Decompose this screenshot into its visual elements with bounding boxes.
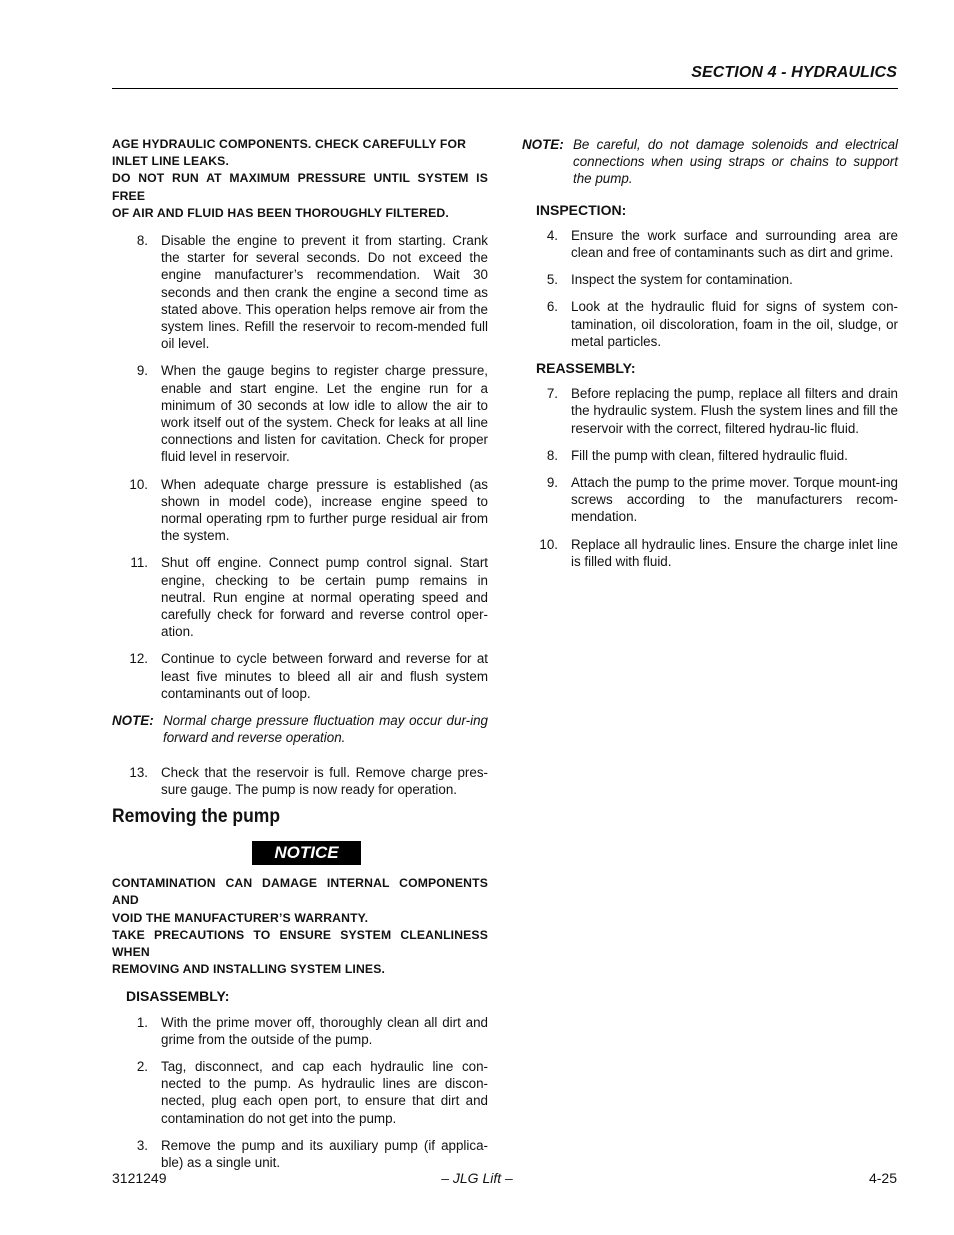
step-item	[112, 1014, 488, 1048]
step-number: 3.	[136, 1137, 148, 1153]
caution-line: INLET LINE LEAKS.	[112, 154, 229, 169]
step-number: 11.	[130, 555, 148, 571]
notice-line: VOID THE MANUFACTURER’S WARRANTY.	[112, 910, 369, 925]
right-column	[522, 136, 898, 580]
note	[522, 136, 898, 188]
notice-badge: NOTICE	[252, 841, 360, 865]
step-number: 5.	[546, 272, 558, 288]
step-number: 12.	[129, 651, 148, 667]
step-item	[522, 474, 898, 526]
step-text: Tag, disconnect, and cap each hydraulic line con-nected to the pump. As hydraulic lines are discon-nected, plug each open port, to ensure that dirt and contamination do not get into the pump.	[161, 1058, 488, 1126]
step-number: 9.	[136, 363, 148, 379]
step-number: 8.	[136, 233, 148, 249]
step-item	[112, 232, 488, 352]
step-text: Inspect the system for contamination.	[571, 272, 793, 288]
note-label: NOTE:	[112, 713, 154, 729]
step-item	[112, 1058, 488, 1127]
step-item	[112, 362, 488, 465]
step-text: Look at the hydraulic fluid for signs of system con-tamination, oil discoloration, foam in the oil, sludge, or metal particles.	[571, 299, 898, 349]
caution-line: DO NOT RUN AT MAXIMUM PRESSURE UNTIL SYSTEM IS FREE	[112, 171, 488, 203]
step-text: Shut off engine. Connect pump control signal. Start engine, checking to be certain pump remains in neutral. Run engine at normal operating speed and carefully check for forward and reverse control oper-ation.	[161, 555, 488, 640]
step-number: 6.	[546, 299, 558, 315]
step-item	[522, 385, 898, 437]
notice-line: REMOVING AND INSTALLING SYSTEM LINES.	[112, 962, 386, 977]
step-item	[112, 554, 488, 640]
step-text: Disable the engine to prevent it from starting. Crank the starter for several seconds. Do not exceed the engine manufacturer’s recommendation. Wait 30 seconds and then crank the engine a second time as stated above. This operation helps remove air from the system lines. Refill the reservoir to recom-mended full oil level.	[161, 233, 488, 352]
step-number: 2.	[136, 1058, 148, 1074]
note-label: NOTE:	[522, 137, 564, 152]
step-number: 8.	[546, 447, 558, 463]
note-text: Be careful, do not damage solenoids and electrical connections when using straps or chains to support the pump.	[573, 137, 898, 187]
note	[112, 712, 488, 746]
step-text: When adequate charge pressure is established (as shown in model code), increase engine speed to normal operating rpm to further purge residual air from the system.	[161, 476, 488, 544]
step-item	[112, 1137, 488, 1171]
step-text: Ensure the work surface and surrounding area are clean and free of contaminants such as dirt and grime.	[571, 227, 898, 261]
step-item	[112, 764, 488, 798]
notice-banner	[112, 841, 488, 865]
step-text: Remove the pump and its auxiliary pump (if applica-ble) as a single unit.	[161, 1137, 488, 1170]
step-text: Fill the pump with clean, filtered hydraulic fluid.	[571, 447, 848, 463]
section-title: SECTION 4 - HYDRAULICS	[691, 64, 897, 81]
step-text: With the prime mover off, thoroughly clean all dirt and grime from the outside of the pump.	[161, 1014, 488, 1047]
step-text: When the gauge begins to register charge pressure, enable and start engine. Let the engine run for a minimum of 30 seconds at low idle to allow the air to work itself out of the system. Check for leaks at all line connections and listen for cavitation. Check for proper fluid level in reservoir.	[161, 363, 488, 465]
step-number: 13.	[129, 764, 148, 780]
left-column	[112, 136, 488, 1181]
notice-line: TAKE PRECAUTIONS TO ENSURE SYSTEM CLEANLINESS WHEN	[112, 927, 488, 959]
step-text: Replace all hydraulic lines. Ensure the charge inlet line is filled with fluid.	[571, 536, 898, 569]
page-number: 4-25	[868, 1170, 897, 1186]
notice-line: CONTAMINATION CAN DAMAGE INTERNAL COMPONENTS AND	[112, 876, 488, 908]
step-number: 10.	[539, 536, 558, 552]
step-item	[522, 271, 898, 288]
step-number: 1.	[136, 1014, 148, 1030]
step-item	[112, 650, 488, 702]
reassembly-heading: REASSEMBLY:	[536, 360, 636, 377]
note-text: Normal charge pressure fluctuation may occur dur-ing forward and reverse operation.	[163, 713, 488, 746]
step-text: Continue to cycle between forward and reverse for at least five minutes to bleed all air and flush system contaminants out of loop.	[161, 651, 488, 701]
section-heading: Removing the pump	[112, 805, 281, 827]
step-item	[522, 536, 898, 570]
step-item	[112, 476, 488, 545]
step-text: Attach the pump to the prime mover. Torque mount-ing screws according to the manufacturers recom-mendation.	[571, 475, 898, 525]
disassembly-heading: DISASSEMBLY:	[126, 988, 230, 1005]
step-text: Before replacing the pump, replace all filters and drain the hydraulic system. Flush the system lines and fill the reservoir with the correct, filtered hydrau-lic fluid.	[571, 386, 898, 436]
step-item	[522, 227, 898, 261]
footer-brand: – JLG Lift –	[441, 1170, 513, 1186]
header-divider	[112, 88, 898, 89]
step-number: 4.	[546, 227, 558, 243]
inspection-heading: INSPECTION:	[536, 201, 627, 218]
caution-line: OF AIR AND FLUID HAS BEEN THOROUGHLY FILTERED.	[112, 205, 449, 220]
step-item	[522, 298, 898, 350]
notice-text	[112, 875, 488, 978]
step-item	[522, 447, 898, 464]
step-number: 9.	[546, 475, 558, 491]
step-number: 10.	[129, 476, 148, 492]
step-text: Check that the reservoir is full. Remove charge pres-sure gauge. The pump is now ready for operation.	[161, 764, 488, 797]
step-number: 7.	[546, 386, 558, 402]
caution-continued-text	[112, 136, 488, 222]
caution-line: AGE HYDRAULIC COMPONENTS. CHECK CAREFULLY FOR	[112, 137, 467, 151]
doc-number: 3121249	[112, 1170, 167, 1186]
